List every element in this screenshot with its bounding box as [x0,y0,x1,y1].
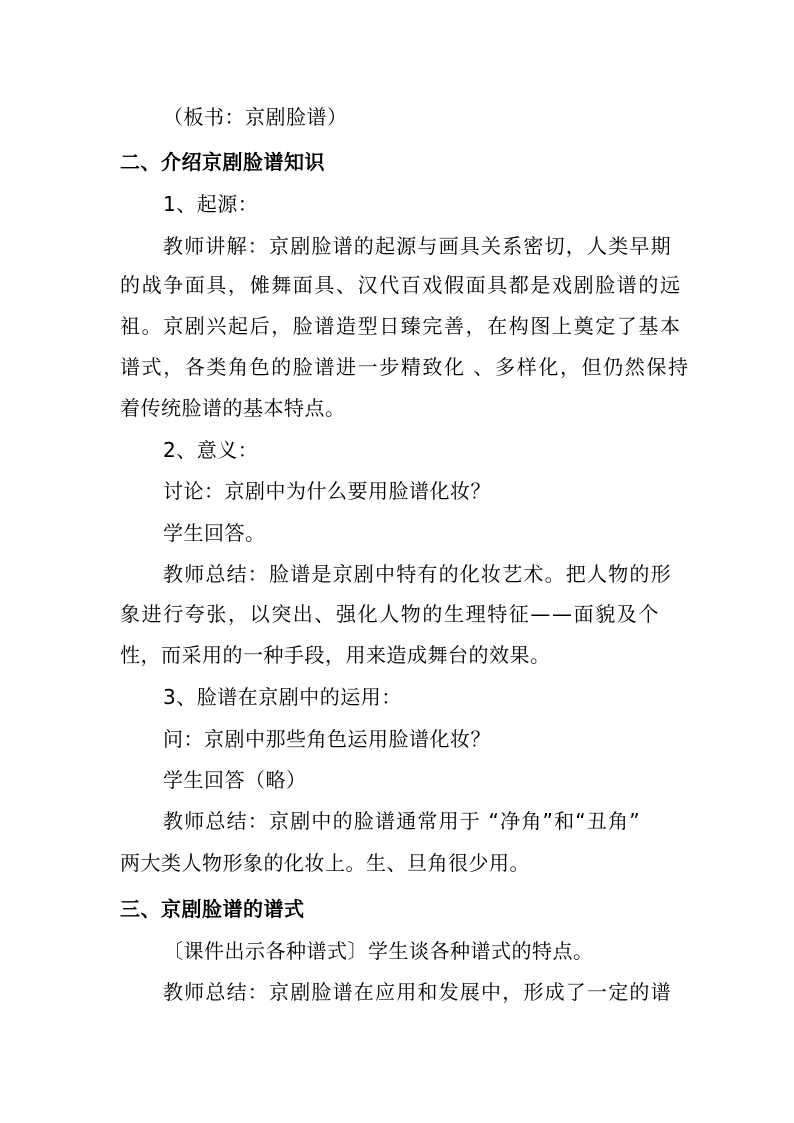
discussion-question: 讨论：京剧中为什么要用脸谱化妆？ [163,479,491,503]
paragraph-line: 教师总结：脸谱是京剧中特有的化妆艺术。把人物的形 [163,562,672,586]
paragraph-line: 教师总结：京剧脸谱在应用和发展中，形成了一定的谱 [163,980,672,1004]
paragraph-line: 性，而采用的一种手段，用来造成舞台的效果。 [120,643,551,667]
paragraph-line: 谱式，各类角色的脸谱进一步精致化 、多样化，但仍然保持 [120,355,690,379]
paragraph-line: 祖。京剧兴起后，脸谱造型日臻完善，在构图上奠定了基本 [120,314,682,338]
paragraph-line: 教师总结：京剧中的脸谱通常用于 “净角”和“丑角” [163,809,641,833]
board-note: （板书：京剧脸谱） [163,105,348,129]
paragraph-line: 象进行夸张，以突出、强化人物的生理特征——面貌及个 [120,602,660,626]
paragraph-line: 的战争面具，傩舞面具、汉代百戏假面具都是戏剧脸谱的远 [120,273,682,297]
paragraph-line: 两大类人物形象的化妆上。生、旦角很少用。 [120,851,530,875]
question-line: 问：京剧中那些角色运用脸谱化妆？ [163,727,491,751]
paragraph-line: 教师讲解：京剧脸谱的起源与画具关系密切，人类早期 [163,234,672,258]
subheading-usage: 3、脸谱在京剧中的运用： [163,685,402,709]
student-answer: 学生回答（略） [163,768,307,792]
subheading-origin: 1、起源： [163,192,259,216]
student-answer: 学生回答。 [163,521,266,545]
section-heading-2: 二、介绍京剧脸谱知识 [120,150,325,174]
paragraph-line: 着传统脸谱的基本特点。 [120,396,346,420]
paragraph-line: 〔课件出示各种谱式〕学生谈各种谱式的特点。 [163,939,594,963]
section-heading-3: 三、京剧脸谱的谱式 [120,897,305,921]
subheading-meaning: 2、意义： [163,438,259,462]
